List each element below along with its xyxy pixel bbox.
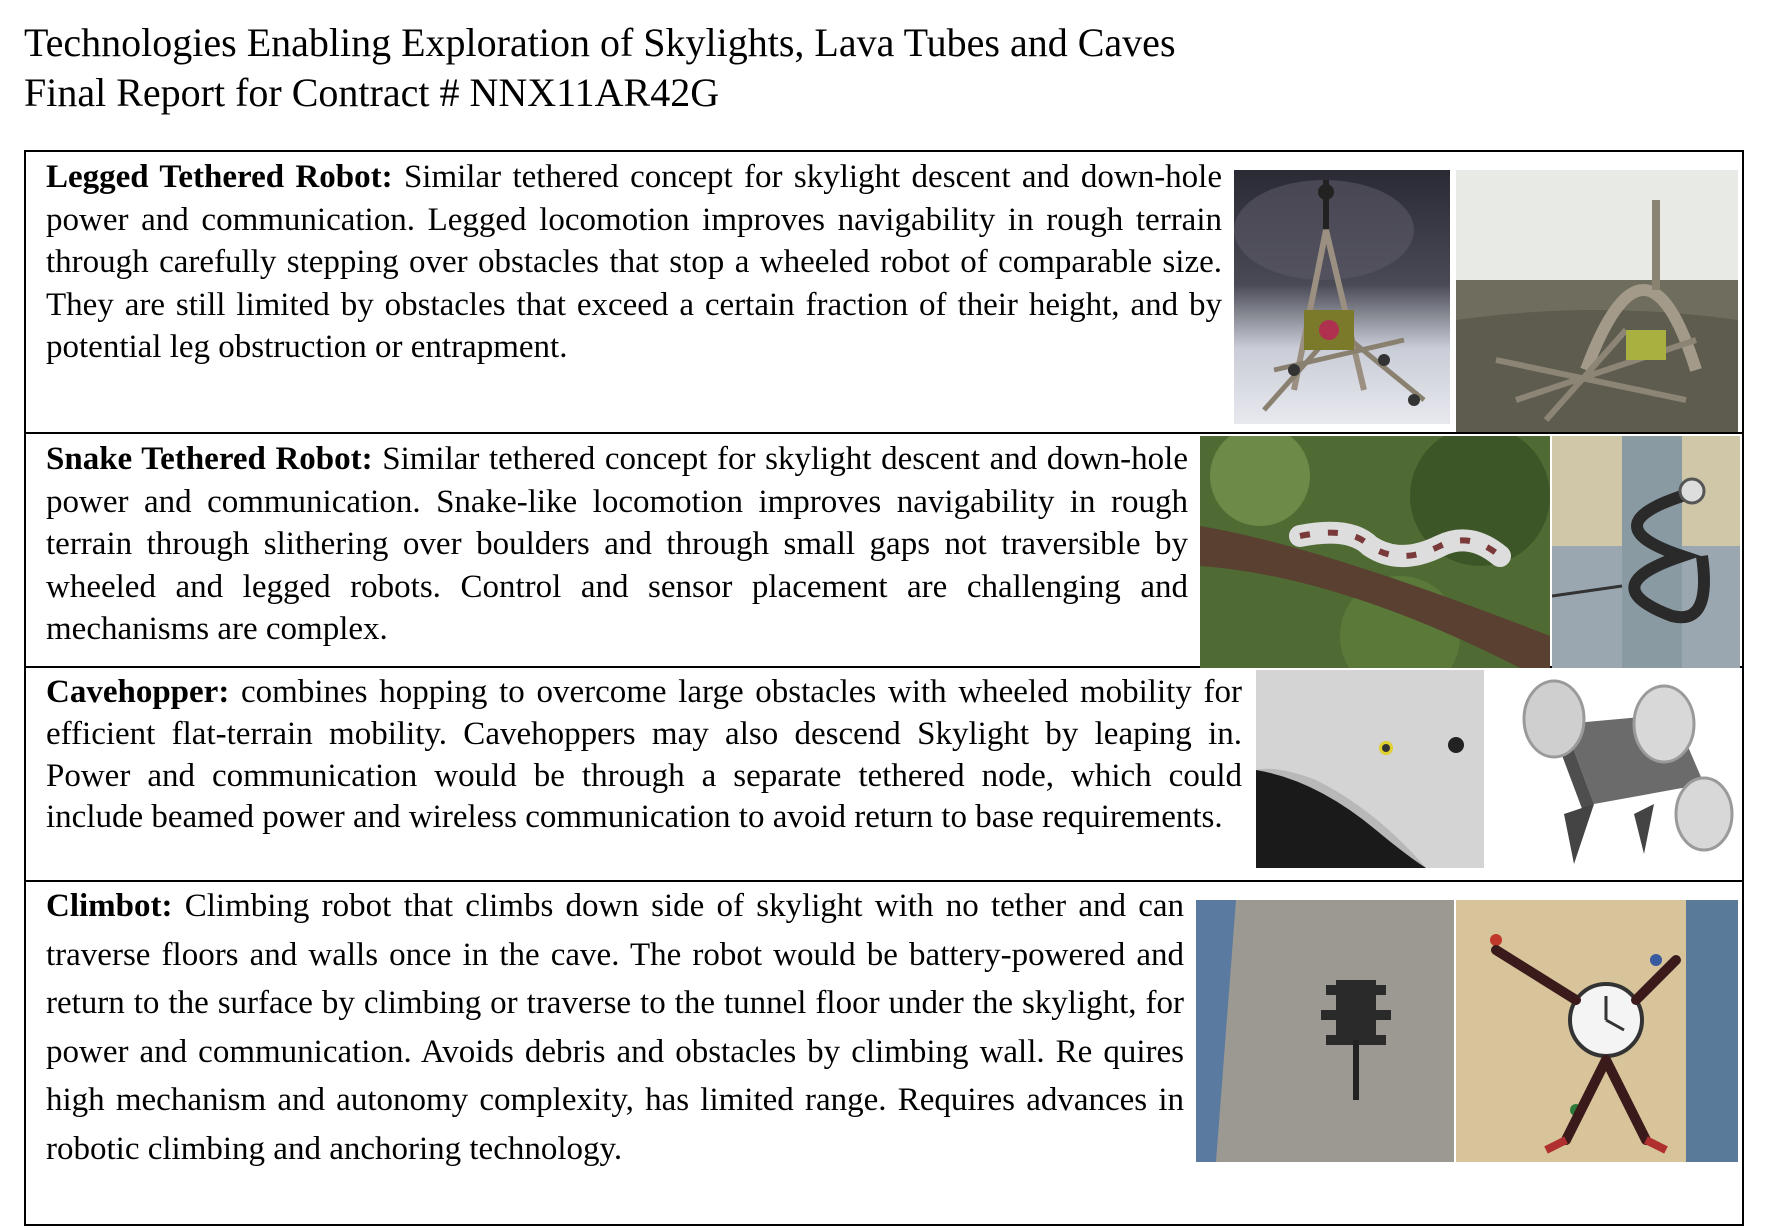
cavehopper-cad-render xyxy=(1504,674,1736,868)
row-title: Climbot: xyxy=(46,888,173,924)
legged-robot-snow-photo xyxy=(1234,170,1450,424)
snake-robot-pole-photo xyxy=(1552,436,1740,668)
legged-robot-field-photo xyxy=(1456,170,1738,432)
row-legged-tethered-robot xyxy=(26,152,1742,434)
row-text xyxy=(46,156,1222,369)
robot-concepts-table xyxy=(24,150,1744,1226)
row-cavehopper xyxy=(26,668,1742,882)
report-subtitle: Final Report for Contract # NNX11AR42G xyxy=(24,70,720,115)
report-title: Technologies Enabling Exploration of Skylights, Lava Tubes and Caves xyxy=(24,20,1176,65)
cavehopper-skylight-render xyxy=(1256,670,1484,868)
row-text xyxy=(46,672,1242,839)
row-snake-tethered-robot xyxy=(26,434,1742,668)
row-body: combines hopping to overcome large obstacles with wheeled mobility for efficient flat-terrain mobility. Cavehoppers may also descend Skylight by leaping in. Power and communication would be through a separate tethered node, which could include beamed power and wireless communication to avoid return to base requirements. xyxy=(46,674,1242,836)
climbot-climbing-wall-photo xyxy=(1456,900,1738,1162)
row-body: Similar tethered concept for skylight descent and down-hole power and communication. Snake-like locomotion improves navigability in rough terrain through slithering over boulders and through small gaps not traversible by wheeled and legged robots. Control and sensor placement are challenging and mechanisms are complex. xyxy=(46,441,1188,647)
row-body: Climbing robot that climbs down side of skylight with no tether and can traverse floors and walls once in the cave. The robot would be battery-powered and return to the surface by climbing or traverse to the tunnel floor under the skylight, for power and communication. Avoids debris and obstacles by climbing wall. Re quires high mechanism and autonomy complexity, has limited range. Requires advances in robotic climbing and anchoring technology. xyxy=(46,888,1184,1167)
report-header xyxy=(24,18,1176,118)
snake-robot-tree-photo xyxy=(1200,436,1550,668)
row-title: Cavehopper: xyxy=(46,674,230,710)
row-text xyxy=(46,438,1188,651)
climbot-wall-photo xyxy=(1196,900,1454,1162)
row-title: Snake Tethered Robot: xyxy=(46,441,373,477)
row-body: Similar tethered concept for skylight descent and down-hole power and communication. Legged locomotion improves navigability in rough terrain through carefully stepping over obstacles that stop a wheeled robot of comparable size. They are still limited by obstacles that exceed a certain fraction of their height, and by potential leg obstruction or entrapment. xyxy=(46,159,1222,365)
row-climbot xyxy=(26,882,1742,1228)
row-text xyxy=(46,882,1184,1173)
row-title: Legged Tethered Robot: xyxy=(46,159,393,195)
